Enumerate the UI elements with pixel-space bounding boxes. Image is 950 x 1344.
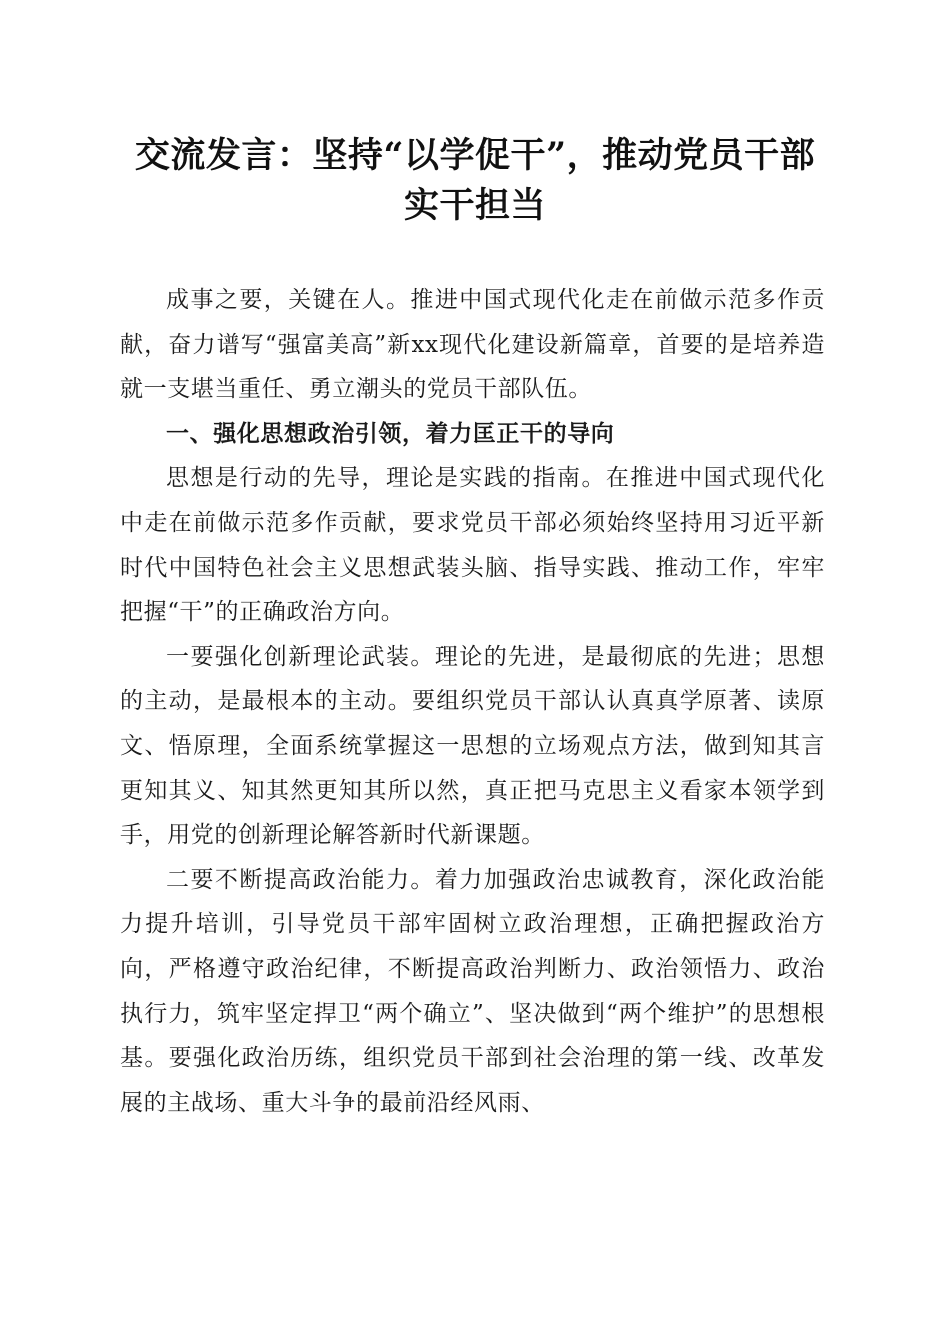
section-1-paragraph-3: 二要不断提高政治能力。着力加强政治忠诚教育，深化政治能力提升培训，引导党员干部牢固树立政治理想，正确把握政治方向，严格遵守政治纪律，不断提高政治判断力、政治领悟力、政治执行力，筑牢坚定捍卫“两个确立”、坚决做到“两个维护”的思想根基。要强化政治历练，组织党员干部到社会治理的第一线、改革发展的主战场、重大斗争的最前沿经风雨、 xyxy=(120,866,825,1116)
intro-paragraph: 成事之要，关键在人。推进中国式现代化走在前做示范多作贡献，奋力谱写“强富美高”新xx现代化建设新篇章，首要的是培养造就一支堪当重任、勇立潮头的党员干部队伍。 xyxy=(120,287,825,403)
section-1-paragraph-2: 一要强化创新理论武装。理论的先进，是最彻底的先进；思想的主动，是最根本的主动。要组织党员干部认认真真学原著、读原文、悟原理，全面系统掌握这一思想的立场观点方法，做到知其言更知其义、知其然更知其所以然，真正把马克思主义看家本领学到手，用党的创新理论解答新时代新课题。 xyxy=(120,643,825,849)
section-heading-1: 一、强化思想政治引领，着力匡正干的导向 xyxy=(166,420,615,447)
title-line-1: 交流发言：坚持“以学促干”，推动党员干部 xyxy=(134,135,816,176)
section-1-paragraph-1: 思想是行动的先导，理论是实践的指南。在推进中国式现代化中走在前做示范多作贡献，要求党员干部必须始终坚持用习近平新时代中国特色社会主义思想武装头脑、指导实践、推动工作，牢牢把握“干”的正确政治方向。 xyxy=(120,465,825,626)
title-line-2: 实干担当 xyxy=(403,185,546,226)
document-body xyxy=(120,278,825,1125)
document-title xyxy=(100,131,850,231)
